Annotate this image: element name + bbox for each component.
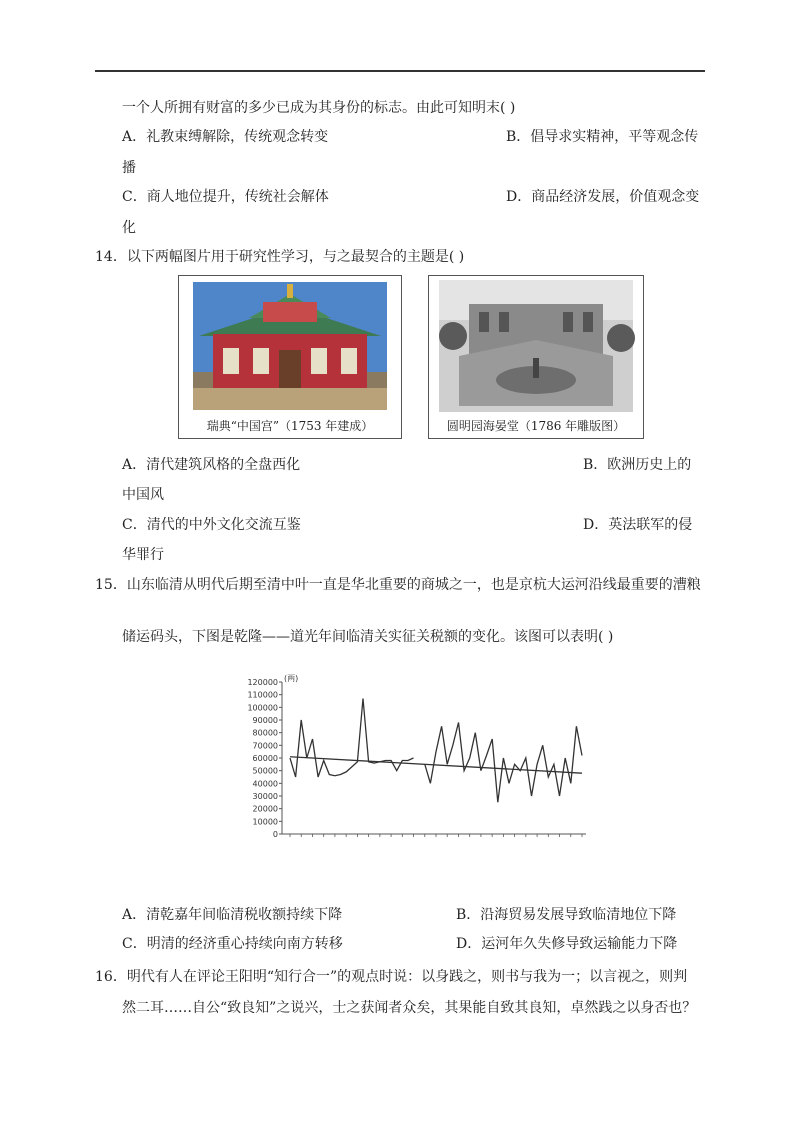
y-tick-label: 40000 <box>252 779 278 789</box>
y-tick-label: 120000 <box>247 678 278 687</box>
q14-option-a: A．清代建筑风格的全盘西化 <box>122 457 301 473</box>
q16-line2: 然二耳……自公“致良知”之说兴，士之获闻者众矣，其果能自致其良知，卓然践之以身否也？ <box>122 1000 697 1016</box>
y-tick-label: 20000 <box>252 804 278 814</box>
q15-option-d: D．运河年久失修导致运输能力下降 <box>456 936 678 952</box>
q16-line1: 16．明代有人在评论王阳明“知行合一”的观点时说：以身践之，则书与我为一；以言视之，则判 <box>95 969 688 985</box>
q13-option-d: D．商品经济发展，价值观念变 <box>506 189 700 205</box>
y-tick-label: 110000 <box>247 690 278 700</box>
q14-stem: 14．以下两幅图片用于研究性学习，与之最契合的主题是( ) <box>95 249 465 265</box>
y-tick-label: 30000 <box>252 792 278 801</box>
q13-option-c: C．商人地位提升，传统社会解体 <box>122 189 329 205</box>
q13-stem-end: 一个人所拥有财富的多少已成为其身份的标志。由此可知明末( ) <box>122 100 516 116</box>
q14-option-b-wrap: 中国风 <box>122 487 164 503</box>
q13-option-a: A．礼教束缚解除，传统观念转变 <box>122 129 329 145</box>
q15-option-c: C．明清的经济重心持续向南方转移 <box>122 936 343 952</box>
haiyantang-engraving <box>429 276 643 416</box>
q15-stem-line2: 储运码头，下图是乾隆——道光年间临清关实征关税额的变化。该图可以表明( ) <box>122 629 614 645</box>
q14-option-d-wrap: 华罪行 <box>122 547 164 563</box>
chart-layer <box>247 674 586 839</box>
haiyantang-image <box>428 275 644 439</box>
q15-option-b: B．沿海贸易发展导致临清地位下降 <box>456 907 677 923</box>
q15-option-a: A．清乾嘉年间临清税收额持续下降 <box>122 907 343 923</box>
y-tick-label: 70000 <box>252 741 278 751</box>
q14-option-d: D．英法联军的侵 <box>583 517 693 533</box>
q13-option-b: B．倡导求实精神，平等观念传 <box>506 129 699 145</box>
y-axis-label: (两) <box>284 674 299 683</box>
chinese-pavilion-photo <box>179 276 401 416</box>
q13-option-d-wrap: 化 <box>122 220 136 236</box>
q13-option-b-wrap: 播 <box>122 160 136 176</box>
y-tick-label: 50000 <box>252 766 278 776</box>
y-tick-label: 10000 <box>252 817 278 827</box>
tax-series-line <box>290 699 414 778</box>
y-tick-label: 0 <box>272 830 278 839</box>
y-tick-label: 80000 <box>252 728 278 738</box>
chinese-pavilion-caption: 瑞典“中国宫”（1753 年建成） <box>206 419 374 433</box>
q14-option-b: B．欧洲历史上的 <box>583 457 692 473</box>
y-tick-label: 90000 <box>252 716 278 725</box>
tax-series-line <box>425 723 582 803</box>
y-tick-label: 60000 <box>252 754 278 763</box>
linqing-tax-chart <box>232 674 592 896</box>
chinese-pavilion-image <box>178 275 402 439</box>
header-rule <box>95 70 705 72</box>
q14-option-c: C．清代的中外文化交流互鉴 <box>122 517 301 533</box>
y-tick-label: 100000 <box>247 703 278 713</box>
haiyantang-caption: 圆明园海晏堂（1786 年雕版图） <box>446 419 626 433</box>
q15-stem-line1: 15．山东临清从明代后期至清中叶一直是华北重要的商城之一，也是京杭大运河沿线最重要的漕粮 <box>95 577 701 593</box>
